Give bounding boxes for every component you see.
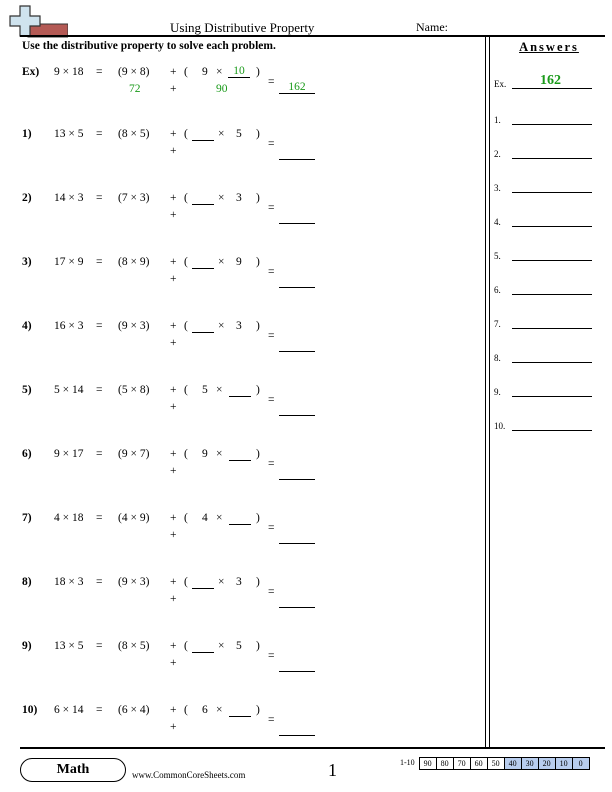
plus-sign: +	[170, 704, 177, 716]
equals-sign: =	[96, 384, 103, 396]
close-paren: )	[256, 256, 260, 268]
equals-sign-2: =	[268, 650, 275, 662]
equals-sign-2: =	[268, 266, 275, 278]
factor-b-blank	[229, 512, 251, 525]
answer-example-value: 162	[540, 73, 561, 88]
factor-a-blank	[192, 320, 214, 333]
partial-product-2: 90	[216, 83, 228, 95]
left-group: (4 × 9)	[118, 512, 150, 524]
equals-sign: =	[96, 128, 103, 140]
result-blank	[279, 351, 315, 352]
plus-sign-2: +	[170, 83, 177, 95]
factor-a-blank	[192, 128, 214, 141]
answer-row-label: 4.	[494, 217, 501, 227]
problem-label: 7)	[22, 512, 32, 524]
left-group: (9 × 8)	[118, 66, 150, 78]
plus-sign-2: +	[170, 721, 177, 733]
factor-b: 5	[236, 640, 242, 652]
times-sign: ×	[216, 704, 223, 716]
left-group: (9 × 3)	[118, 576, 150, 588]
left-group: (9 × 3)	[118, 320, 150, 332]
times-sign: ×	[218, 576, 225, 588]
partial-product-1: 72	[129, 83, 141, 95]
factor-b: 3	[236, 576, 242, 588]
factor-a: 9	[202, 66, 208, 78]
open-paren: (	[184, 448, 188, 460]
page-number: 1	[328, 760, 337, 780]
problem-6	[0, 448, 485, 508]
answer-row-label: 3.	[494, 183, 501, 193]
result-blank	[279, 415, 315, 416]
score-box: 60	[471, 757, 488, 770]
answer-line	[512, 362, 592, 363]
problem-5	[0, 384, 485, 444]
divider-left	[485, 35, 486, 747]
close-paren: )	[256, 576, 260, 588]
factor-b-blank	[229, 384, 251, 397]
plus-sign-2: +	[170, 593, 177, 605]
equals-sign: =	[96, 448, 103, 460]
problem-10	[0, 704, 485, 764]
factor-a-blank	[192, 576, 214, 589]
answer-row-9	[494, 387, 604, 401]
name-label: Name:	[416, 20, 448, 34]
divider-right	[489, 35, 490, 747]
problem-label: Ex)	[22, 66, 40, 78]
times-sign: ×	[216, 66, 223, 78]
problem-expression: 18 × 3	[54, 576, 84, 588]
answer-example-row	[494, 73, 604, 93]
problem-label: 6)	[22, 448, 32, 460]
plus-logo-icon	[8, 4, 68, 38]
result-blank	[279, 607, 315, 608]
result-blank	[279, 735, 315, 736]
equals-sign-2: =	[268, 202, 275, 214]
factor-a-blank	[192, 256, 214, 269]
plus-sign-2: +	[170, 273, 177, 285]
problem-expression: 13 × 5	[54, 128, 84, 140]
problem-3	[0, 256, 485, 316]
problem-expression: 6 × 14	[54, 704, 84, 716]
score-box: 90	[419, 757, 437, 770]
left-group: (8 × 5)	[118, 128, 150, 140]
close-paren: )	[256, 448, 260, 460]
answer-row-6	[494, 285, 604, 299]
answer-line	[512, 124, 592, 125]
factor-b-answer: 10	[228, 65, 250, 78]
plus-sign-2: +	[170, 657, 177, 669]
result-blank	[279, 287, 315, 288]
site-url: www.CommonCoreSheets.com	[132, 770, 246, 780]
answer-row-label: 5.	[494, 251, 501, 261]
answers-heading: Answers	[519, 40, 579, 54]
problem-expression: 9 × 18	[54, 66, 84, 78]
times-sign: ×	[216, 448, 223, 460]
problem-label: 1)	[22, 128, 32, 140]
problem-expression: 14 × 3	[54, 192, 84, 204]
score-table	[398, 757, 590, 769]
score-box: 70	[454, 757, 471, 770]
problem-label: 10)	[22, 704, 38, 716]
plus-sign: +	[170, 384, 177, 396]
left-group: (7 × 3)	[118, 192, 150, 204]
plus-sign-2: +	[170, 209, 177, 221]
open-paren: (	[184, 704, 188, 716]
left-group: (9 × 7)	[118, 448, 150, 460]
answer-row-label: 7.	[494, 319, 501, 329]
result-blank	[279, 479, 315, 480]
factor-b-blank	[229, 704, 251, 717]
problem-expression: 9 × 17	[54, 448, 84, 460]
plus-sign: +	[170, 640, 177, 652]
equals-sign: =	[96, 320, 103, 332]
score-box: 20	[539, 757, 556, 770]
equals-sign: =	[96, 192, 103, 204]
plus-sign: +	[170, 512, 177, 524]
equals-sign-2: =	[268, 522, 275, 534]
problem-4	[0, 320, 485, 380]
math-badge: Math	[20, 758, 126, 782]
open-paren: (	[184, 640, 188, 652]
left-group: (8 × 5)	[118, 640, 150, 652]
factor-b: 9	[236, 256, 242, 268]
answer-row-label: 10.	[494, 421, 506, 431]
equals-sign-2: =	[268, 458, 275, 470]
answer-line	[512, 294, 592, 295]
factor-a: 4	[202, 512, 208, 524]
score-box: 30	[522, 757, 539, 770]
answer-row-1	[494, 115, 604, 129]
problem-label: 2)	[22, 192, 32, 204]
close-paren: )	[256, 320, 260, 332]
plus-sign: +	[170, 128, 177, 140]
answer-line	[512, 158, 592, 159]
answer-example-label: Ex.	[494, 79, 507, 89]
plus-sign: +	[170, 192, 177, 204]
plus-sign: +	[170, 66, 177, 78]
plus-sign-2: +	[170, 145, 177, 157]
plus-sign-2: +	[170, 529, 177, 541]
times-sign: ×	[216, 512, 223, 524]
problem-expression: 13 × 5	[54, 640, 84, 652]
times-sign: ×	[218, 128, 225, 140]
plus-sign: +	[170, 448, 177, 460]
times-sign: ×	[218, 192, 225, 204]
equals-sign-2: =	[268, 714, 275, 726]
factor-b: 3	[236, 192, 242, 204]
open-paren: (	[184, 66, 188, 78]
equals-sign: =	[96, 512, 103, 524]
plus-sign-2: +	[170, 337, 177, 349]
factor-a: 9	[202, 448, 208, 460]
problem-expression: 4 × 18	[54, 512, 84, 524]
score-label: 1-10	[400, 758, 415, 767]
equals-sign: =	[96, 256, 103, 268]
answer-row-2	[494, 149, 604, 163]
header-rule	[20, 35, 605, 37]
close-paren: )	[256, 512, 260, 524]
answer-row-label: 8.	[494, 353, 501, 363]
plus-sign-2: +	[170, 465, 177, 477]
equals-sign-2: =	[268, 586, 275, 598]
answer-row-5	[494, 251, 604, 265]
open-paren: (	[184, 320, 188, 332]
left-group: (6 × 4)	[118, 704, 150, 716]
plus-sign: +	[170, 576, 177, 588]
factor-a: 5	[202, 384, 208, 396]
answer-row-4	[494, 217, 604, 231]
open-paren: (	[184, 128, 188, 140]
example-result: 162	[279, 81, 315, 94]
left-group: (8 × 9)	[118, 256, 150, 268]
score-box: 10	[556, 757, 573, 770]
example-problem	[0, 66, 485, 126]
answer-row-8	[494, 353, 604, 367]
answer-row-label: 2.	[494, 149, 501, 159]
times-sign: ×	[218, 320, 225, 332]
times-sign: ×	[218, 640, 225, 652]
plus-sign: +	[170, 320, 177, 332]
score-box: 80	[437, 757, 454, 770]
equals-sign: =	[96, 576, 103, 588]
answer-row-label: 1.	[494, 115, 501, 125]
plus-sign: +	[170, 256, 177, 268]
score-box: 0	[573, 757, 590, 770]
problem-label: 8)	[22, 576, 32, 588]
problem-label: 3)	[22, 256, 32, 268]
problem-expression: 17 × 9	[54, 256, 84, 268]
equals-sign-2: =	[268, 76, 275, 88]
problem-2	[0, 192, 485, 252]
result-blank	[279, 159, 315, 160]
answer-line	[512, 430, 592, 431]
close-paren: )	[256, 640, 260, 652]
open-paren: (	[184, 512, 188, 524]
left-group: (5 × 8)	[118, 384, 150, 396]
close-paren: )	[256, 128, 260, 140]
problem-expression: 16 × 3	[54, 320, 84, 332]
answer-line	[512, 260, 592, 261]
equals-sign-2: =	[268, 138, 275, 150]
score-box: 50	[488, 757, 505, 770]
answer-row-label: 9.	[494, 387, 501, 397]
open-paren: (	[184, 256, 188, 268]
answer-row-label: 6.	[494, 285, 501, 295]
result-blank	[279, 543, 315, 544]
open-paren: (	[184, 192, 188, 204]
problem-1	[0, 128, 485, 188]
factor-a: 6	[202, 704, 208, 716]
problem-7	[0, 512, 485, 572]
equals-sign-2: =	[268, 394, 275, 406]
problem-label: 9)	[22, 640, 32, 652]
instructions: Use the distributive property to solve each problem.	[22, 40, 276, 52]
problem-8	[0, 576, 485, 636]
page-title: Using Distributive Property	[170, 20, 315, 35]
close-paren: )	[256, 384, 260, 396]
answer-row-3	[494, 183, 604, 197]
equals-sign: =	[96, 66, 103, 78]
times-sign: ×	[216, 384, 223, 396]
problem-label: 5)	[22, 384, 32, 396]
answer-row-7	[494, 319, 604, 333]
factor-b-blank	[229, 448, 251, 461]
close-paren: )	[256, 66, 260, 78]
close-paren: )	[256, 192, 260, 204]
close-paren: )	[256, 704, 260, 716]
answer-line	[512, 396, 592, 397]
equals-sign: =	[96, 704, 103, 716]
problem-label: 4)	[22, 320, 32, 332]
problem-9	[0, 640, 485, 700]
answer-row-10	[494, 421, 604, 435]
plus-sign-2: +	[170, 401, 177, 413]
times-sign: ×	[218, 256, 225, 268]
factor-a-blank	[192, 192, 214, 205]
answer-line	[512, 226, 592, 227]
result-blank	[279, 671, 315, 672]
equals-sign-2: =	[268, 330, 275, 342]
problem-expression: 5 × 14	[54, 384, 84, 396]
equals-sign: =	[96, 640, 103, 652]
answer-line	[512, 328, 592, 329]
answer-line	[512, 192, 592, 193]
factor-b: 5	[236, 128, 242, 140]
open-paren: (	[184, 384, 188, 396]
score-box: 40	[505, 757, 522, 770]
factor-b: 3	[236, 320, 242, 332]
factor-a-blank	[192, 640, 214, 653]
open-paren: (	[184, 576, 188, 588]
result-blank	[279, 223, 315, 224]
